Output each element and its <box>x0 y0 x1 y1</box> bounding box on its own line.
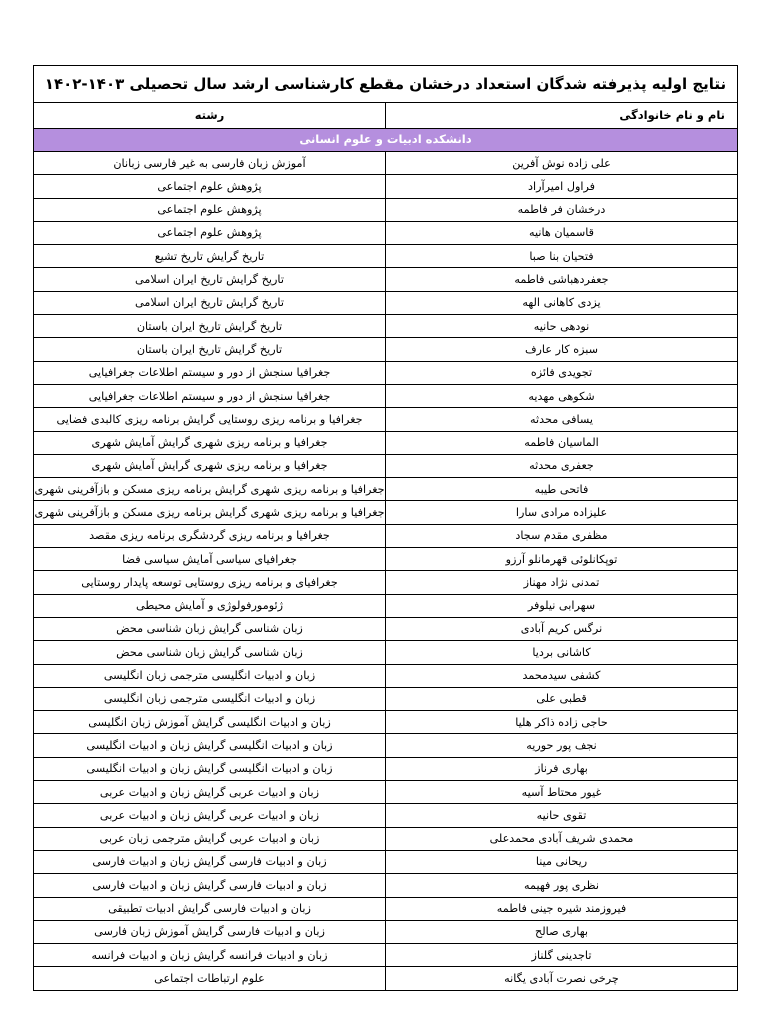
student-name: نودهی حانیه <box>386 315 738 338</box>
study-field: زبان و ادبیات عربی گرایش مترجمی زبان عربی <box>34 827 386 850</box>
student-name: جعفردهباشی فاطمه <box>386 268 738 291</box>
study-field: زبان و ادبیات انگلیسی گرایش زبان و ادبیات انگلیسی <box>34 757 386 780</box>
column-header-name: نام و نام خانوادگی <box>386 103 738 129</box>
table-row <box>34 804 738 827</box>
study-field: جغرافیا و برنامه ریزی شهری گرایش آمایش شهری <box>34 454 386 477</box>
table-row <box>34 408 738 431</box>
study-field: زبان و ادبیات عربی گرایش زبان و ادبیات عربی <box>34 781 386 804</box>
table-row <box>34 594 738 617</box>
table-row <box>34 944 738 967</box>
header-row <box>34 103 738 129</box>
student-name: سبزه کار عارف <box>386 338 738 361</box>
student-name: درخشان فر فاطمه <box>386 198 738 221</box>
table-row <box>34 245 738 268</box>
table-row <box>34 361 738 384</box>
study-field: زبان و ادبیات عربی گرایش زبان و ادبیات عربی <box>34 804 386 827</box>
column-header-field: رشته <box>34 103 386 129</box>
student-name: قطبی علی <box>386 687 738 710</box>
study-field: جغرافیا و برنامه ریزی شهری گرایش برنامه ریزی مسکن و بازآفرینی شهری <box>34 501 386 524</box>
student-name: حاجی زاده ذاکر هلیا <box>386 711 738 734</box>
table-row <box>34 268 738 291</box>
table-row <box>34 454 738 477</box>
study-field: جغرافیا و برنامه ریزی روستایی گرایش برنامه ریزی کالبدی فضایی <box>34 408 386 431</box>
table-row <box>34 641 738 664</box>
student-name: علی زاده نوش آفرین <box>386 152 738 175</box>
table-row <box>34 198 738 221</box>
student-name: نظری پور فهیمه <box>386 874 738 897</box>
student-name: تقوی حانیه <box>386 804 738 827</box>
student-name: بهاری فرناز <box>386 757 738 780</box>
results-sheet <box>33 65 738 991</box>
student-name: کشفی سیدمحمد <box>386 664 738 687</box>
study-field: جغرافیا و برنامه ریزی گردشگری برنامه ریزی مقصد <box>34 524 386 547</box>
study-field: زبان و ادبیات فارسی گرایش آموزش زبان فارسی <box>34 920 386 943</box>
student-name: یزدی کاهانی الهه <box>386 291 738 314</box>
student-name: الماسیان فاطمه <box>386 431 738 454</box>
study-field: تاریخ گرایش تاریخ ایران اسلامی <box>34 268 386 291</box>
student-name: فیروزمند شیره جینی فاطمه <box>386 897 738 920</box>
page-title: نتایج اولیه پذیرفته شدگان استعداد درخشان مقطع کارشناسی ارشد سال تحصیلی ۱۴۰۳-۱۴۰۲ <box>34 66 738 103</box>
study-field: زبان و ادبیات فارسی گرایش زبان و ادبیات فارسی <box>34 874 386 897</box>
results-table <box>33 65 738 991</box>
study-field: زبان و ادبیات فارسی گرایش زبان و ادبیات فارسی <box>34 850 386 873</box>
faculty-label: دانشکده ادبیات و علوم انسانی <box>34 129 738 152</box>
student-name: جعفری محدثه <box>386 454 738 477</box>
table-row <box>34 315 738 338</box>
study-field: زبان و ادبیات فرانسه گرایش زبان و ادبیات فرانسه <box>34 944 386 967</box>
table-row <box>34 478 738 501</box>
study-field: زبان و ادبیات انگلیسی گرایش آموزش زبان انگلیسی <box>34 711 386 734</box>
student-name: توپکانلوئی قهرمانلو آرزو <box>386 548 738 571</box>
table-row <box>34 664 738 687</box>
student-name: غیور محتاط آسیه <box>386 781 738 804</box>
study-field: زبان و ادبیات انگلیسی مترجمی زبان انگلیسی <box>34 664 386 687</box>
study-field: پژوهش علوم اجتماعی <box>34 175 386 198</box>
study-field: جغرافیای سیاسی آمایش سیاسی فضا <box>34 548 386 571</box>
study-field: جغرافیای و برنامه ریزی روستایی توسعه پایدار روستایی <box>34 571 386 594</box>
results-table-body <box>34 66 738 991</box>
study-field: جغرافیا سنجش از دور و سیستم اطلاعات جغرافیایی <box>34 361 386 384</box>
table-row <box>34 384 738 407</box>
study-field: تاریخ گرایش تاریخ ایران باستان <box>34 338 386 361</box>
study-field: آموزش زبان فارسی به غیر فارسی زبانان <box>34 152 386 175</box>
student-name: محمدی شریف آبادی محمدعلی <box>386 827 738 850</box>
table-row <box>34 687 738 710</box>
study-field: زبان و ادبیات فارسی گرایش ادبیات تطبیقی <box>34 897 386 920</box>
table-row <box>34 874 738 897</box>
student-name: فتحیان بنا صبا <box>386 245 738 268</box>
study-field: تاریخ گرایش تاریخ ایران باستان <box>34 315 386 338</box>
table-row <box>34 548 738 571</box>
table-row <box>34 734 738 757</box>
student-name: نرگس کریم آبادی <box>386 617 738 640</box>
table-row <box>34 152 738 175</box>
faculty-row <box>34 129 738 152</box>
student-name: نجف پور حوریه <box>386 734 738 757</box>
student-name: علیزاده مرادی سارا <box>386 501 738 524</box>
study-field: زبان و ادبیات انگلیسی مترجمی زبان انگلیسی <box>34 687 386 710</box>
table-row <box>34 431 738 454</box>
student-name: ریحانی مینا <box>386 850 738 873</box>
title-row <box>34 66 738 103</box>
table-row <box>34 221 738 244</box>
table-row <box>34 920 738 943</box>
study-field: زبان شناسی گرایش زبان شناسی محض <box>34 617 386 640</box>
student-name: چرخی نصرت آبادی یگانه <box>386 967 738 990</box>
student-name: قاسمیان هانیه <box>386 221 738 244</box>
student-name: شکوهی مهدیه <box>386 384 738 407</box>
student-name: کاشانی بردیا <box>386 641 738 664</box>
table-row <box>34 897 738 920</box>
study-field: پژوهش علوم اجتماعی <box>34 221 386 244</box>
study-field: تاریخ گرایش تاریخ تشیع <box>34 245 386 268</box>
student-name: تمدنی نژاد مهناز <box>386 571 738 594</box>
table-row <box>34 850 738 873</box>
student-name: مظفری مقدم سجاد <box>386 524 738 547</box>
student-name: فراول امیرآراد <box>386 175 738 198</box>
table-row <box>34 338 738 361</box>
table-row <box>34 617 738 640</box>
student-name: تاجدینی گلناز <box>386 944 738 967</box>
table-row <box>34 757 738 780</box>
table-row <box>34 827 738 850</box>
study-field: جغرافیا و برنامه ریزی شهری گرایش آمایش شهری <box>34 431 386 454</box>
study-field: ژئومورفولوژی و آمایش محیطی <box>34 594 386 617</box>
table-row <box>34 524 738 547</box>
student-name: سهرابی نیلوفر <box>386 594 738 617</box>
student-name: تجویدی فائزه <box>386 361 738 384</box>
student-name: یسافی محدثه <box>386 408 738 431</box>
study-field: جغرافیا و برنامه ریزی شهری گرایش برنامه ریزی مسکن و بازآفرینی شهری <box>34 478 386 501</box>
study-field: تاریخ گرایش تاریخ ایران اسلامی <box>34 291 386 314</box>
study-field: زبان و ادبیات انگلیسی گرایش زبان و ادبیات انگلیسی <box>34 734 386 757</box>
student-name: بهاری صالح <box>386 920 738 943</box>
study-field: جغرافیا سنجش از دور و سیستم اطلاعات جغرافیایی <box>34 384 386 407</box>
table-row <box>34 781 738 804</box>
table-row <box>34 571 738 594</box>
table-row <box>34 967 738 990</box>
study-field: زبان شناسی گرایش زبان شناسی محض <box>34 641 386 664</box>
study-field: پژوهش علوم اجتماعی <box>34 198 386 221</box>
table-row <box>34 501 738 524</box>
study-field: علوم ارتباطات اجتماعی <box>34 967 386 990</box>
table-row <box>34 711 738 734</box>
table-row <box>34 175 738 198</box>
table-row <box>34 291 738 314</box>
student-name: فاتحی طیبه <box>386 478 738 501</box>
